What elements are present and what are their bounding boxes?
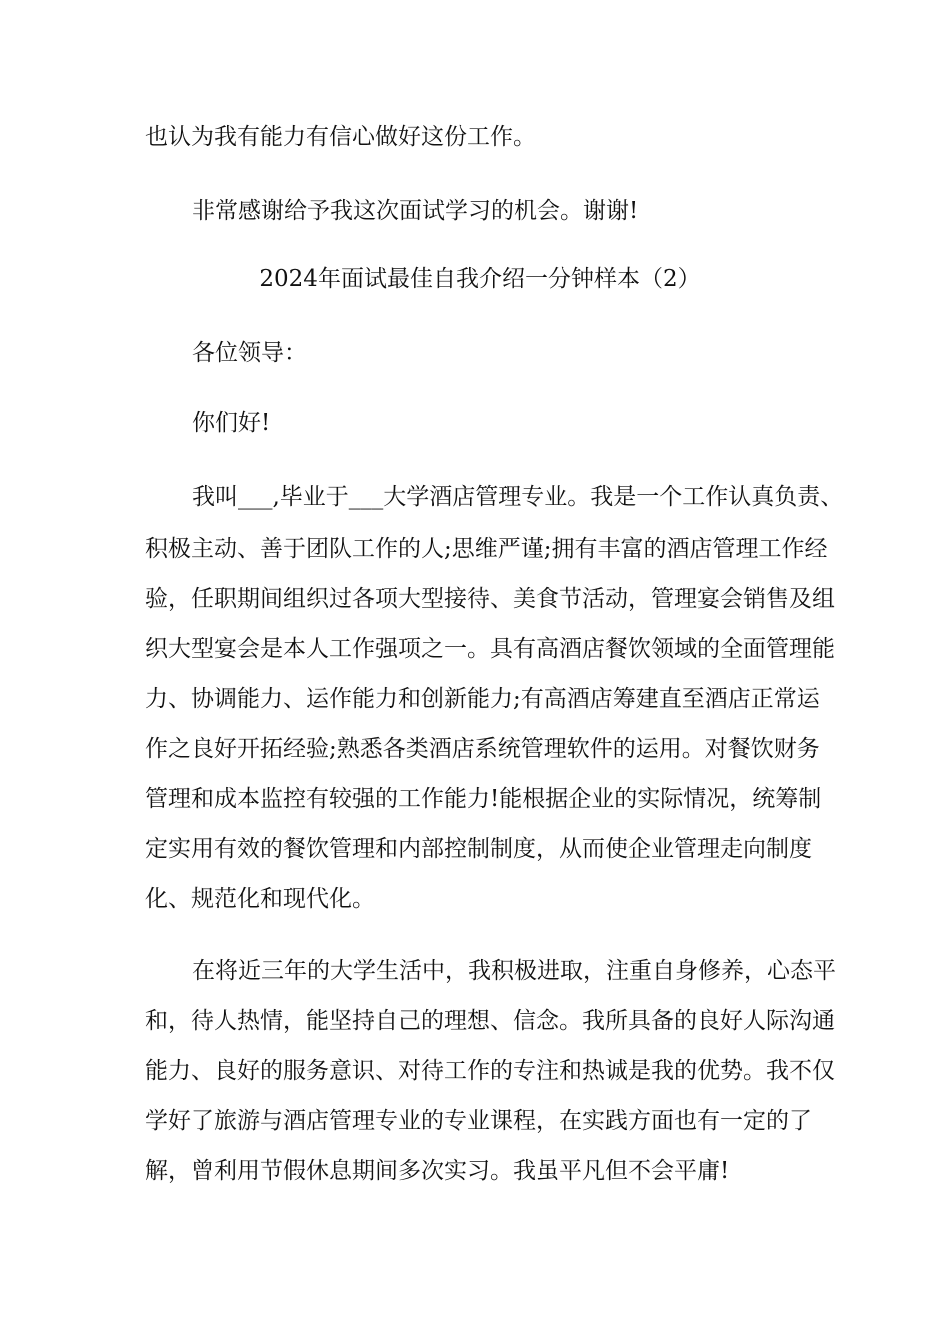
greeting: 你们好!: [192, 410, 271, 436]
paragraph-line: 作之良好开拓经验;熟悉各类酒店系统管理软件的运用。对餐饮财务: [145, 736, 820, 762]
thanks-line: 非常感谢给予我这次面试学习的机会。谢谢!: [192, 198, 639, 224]
paragraph-line: 织大型宴会是本人工作强项之一。具有高酒店餐饮领域的全面管理能: [145, 636, 835, 662]
paragraph-line: 学好了旅游与酒店管理专业的专业课程，在实践方面也有一定的了: [145, 1108, 812, 1134]
paragraph-line: 在将近三年的大学生活中，我积极进取，注重自身修养，心态平: [192, 958, 836, 984]
salutation: 各位领导：: [192, 340, 307, 366]
paragraph-line: 积极主动、善于团队工作的人;思维严谨;拥有丰富的酒店管理工作经: [145, 536, 828, 562]
section-title: 2024年面试最佳自我介绍一分钟样本（2）: [259, 266, 701, 292]
paragraph-line: 力、协调能力、运作能力和创新能力;有高酒店筹建直至酒店正常运: [145, 686, 820, 712]
paragraph-line: 和，待人热情，能坚持自己的理想、信念。我所具备的良好人际沟通: [145, 1008, 835, 1034]
continuation-line: 也认为我有能力有信心做好这份工作。: [145, 124, 536, 150]
paragraph-line: 定实用有效的餐饮管理和内部控制制度，从而使企业管理走向制度: [145, 836, 812, 862]
paragraph-line: 管理和成本监控有较强的工作能力!能根据企业的实际情况，统筹制: [145, 786, 822, 812]
paragraph-line: 我叫___,毕业于___大学酒店管理专业。我是一个工作认真负责、: [192, 484, 844, 510]
paragraph-line: 验，任职期间组织过各项大型接待、美食节活动，管理宴会销售及组: [145, 586, 835, 612]
paragraph-line: 解，曾利用节假休息期间多次实习。我虽平凡但不会平庸!: [145, 1158, 730, 1184]
paragraph-line: 能力、良好的服务意识、对待工作的专注和热诚是我的优势。我不仅: [145, 1058, 835, 1084]
paragraph-line: 化、规范化和现代化。: [145, 886, 375, 912]
